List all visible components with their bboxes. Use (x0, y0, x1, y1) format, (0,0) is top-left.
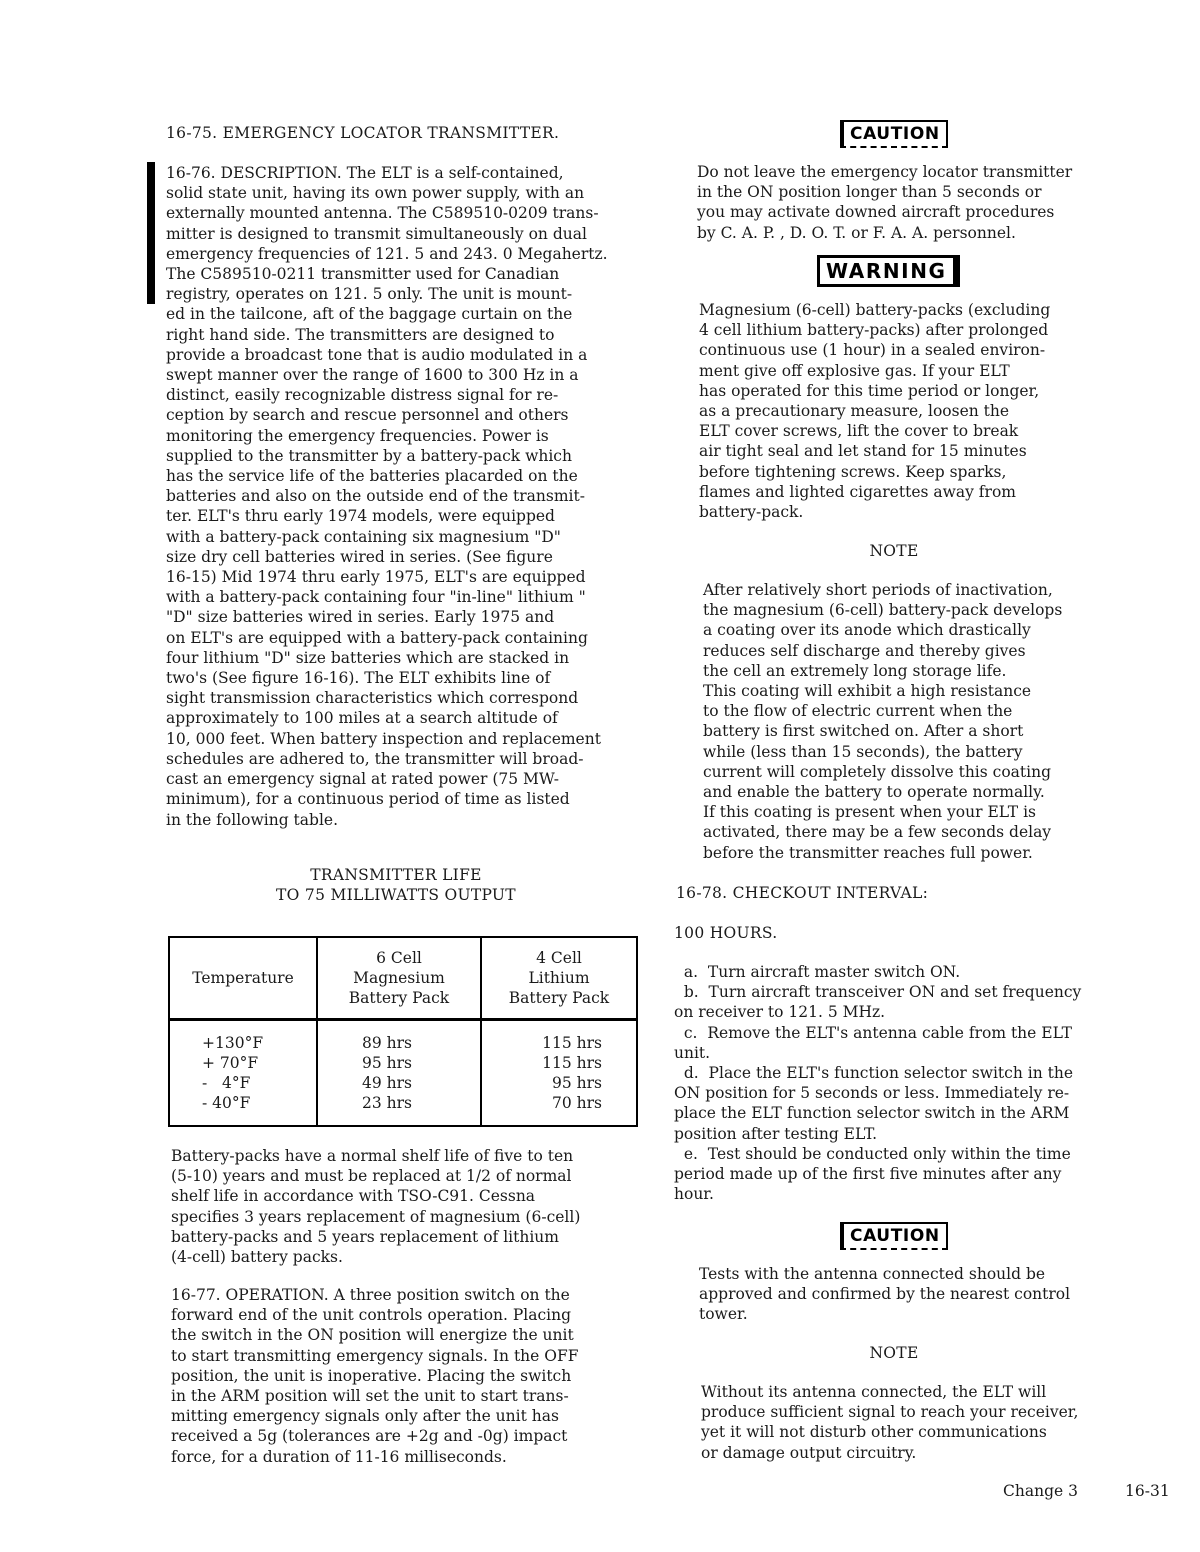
col-lithium-values (481, 1020, 637, 1127)
note-2-text (701, 1382, 1151, 1463)
magnesium-cell: 49 hrs (362, 1074, 412, 1092)
operation-line: 16-77. OPERATION. A three position switch on the (171, 1286, 570, 1304)
description-line: four lithium "D" size batteries which are stacked in (166, 648, 570, 667)
shelf-life-line: shelf life in accordance with TSO-C91. Cessna (171, 1187, 536, 1206)
checkout-step-line: e. Test should be conducted only within the time (674, 1144, 1071, 1163)
caution-2-text (699, 1264, 1149, 1325)
col-magnesium-values (317, 1020, 481, 1127)
warning-sign: WARNING (817, 255, 960, 287)
description-line: sight transmission characteristics which correspond (166, 689, 579, 708)
shelf-life-line: specifies 3 years replacement of magnesium (6-cell) (171, 1207, 581, 1226)
description-line: with a battery-pack containing four "in-line" lithium " (166, 588, 586, 607)
description-line: monitoring the emergency frequencies. Power is (166, 426, 549, 445)
description-line: with a battery-pack containing six magnesium "D" (166, 527, 561, 546)
description-line: The C589510-0211 transmitter used for Canadian (166, 265, 560, 284)
table-title-line-1: TRANSMITTER LIFE (310, 866, 482, 884)
operation-line: received a 5g (tolerances are +2g and -0g) impact (171, 1427, 568, 1446)
description-line: 10, 000 feet. When battery inspection and replacement (166, 729, 601, 748)
caution-2-line: Tests with the antenna connected should be (699, 1265, 1046, 1283)
description-line: mitter is designed to transmit simultaneously on dual (166, 224, 587, 243)
col-header-magnesium (317, 937, 481, 1020)
checkout-step-line: b. Turn aircraft transceiver ON and set frequency (674, 983, 1082, 1002)
caution-1-line: by C. A. P. , D. O. T. or F. A. A. personnel. (697, 223, 1016, 242)
note-2-line: yet it will not disturb other communications (701, 1423, 1047, 1442)
caution-sign-1: CAUTION (840, 120, 948, 148)
description-line: swept manner over the range of 1600 to 300 Hz in a (166, 366, 579, 385)
col-header-line: Lithium (528, 968, 590, 987)
description-line: solid state unit, having its own power supply, with an (166, 184, 585, 203)
warning-line: continuous use (1 hour) in a sealed environ- (699, 341, 1046, 360)
caution-2-line: approved and confirmed by the nearest control (699, 1285, 1071, 1304)
description-line: minimum), for a continuous period of time as listed (166, 790, 570, 809)
checkout-step-line: place the ELT function selector switch in the ARM (674, 1104, 1070, 1123)
description-line: "D" size batteries wired in series. Early 1975 and (166, 608, 555, 627)
description-line: registry, operates on 121. 5 only. The unit is mount- (166, 285, 573, 304)
description-line: 16-76. DESCRIPTION. The ELT is a self-contained, (166, 164, 564, 182)
description-paragraph (166, 163, 666, 830)
lithium-cell: 115 hrs (542, 1053, 602, 1072)
note-2-line: produce sufficient signal to reach your receiver, (701, 1403, 1079, 1422)
warning-line: before tightening screws. Keep sparks, (699, 462, 1007, 481)
caution-1-line: Do not leave the emergency locator transmitter (697, 163, 1073, 181)
col-header-lithium (481, 937, 637, 1020)
col-temperature-values (169, 1020, 317, 1127)
page-number: 16-31 (1125, 1482, 1170, 1500)
change-number: Change 3 (1003, 1482, 1078, 1500)
operation-line: force, for a duration of 11-16 milliseconds. (171, 1447, 507, 1466)
warning-line: air tight seal and let stand for 15 minutes (699, 442, 1027, 461)
description-line: provide a broadcast tone that is audio modulated in a (166, 345, 588, 364)
note-1-line: activated, there may be a few seconds delay (703, 823, 1052, 842)
description-line: has the service life of the batteries placarded on the (166, 467, 578, 486)
description-line: two's (See figure 16-16). The ELT exhibits line of (166, 669, 551, 688)
checkout-steps (674, 962, 1144, 1204)
col-header-line: 4 Cell (536, 948, 582, 967)
operation-paragraph (171, 1285, 661, 1467)
description-line: ed in the tailcone, aft of the baggage curtain on the (166, 305, 573, 324)
shelf-life-line: Battery-packs have a normal shelf life of five to ten (171, 1147, 574, 1165)
note-1-text (703, 580, 1153, 863)
section-heading-16-78: 16-78. CHECKOUT INTERVAL: (676, 884, 929, 902)
description-line: size dry cell batteries wired in series. (See figure (166, 547, 553, 566)
caution-1-text (697, 162, 1147, 243)
warning-line: as a precautionary measure, loosen the (699, 402, 1010, 421)
note-1-line: a coating over its anode which drastically (703, 621, 1031, 640)
caution-1-line: you may activate downed aircraft procedures (697, 203, 1055, 222)
note-1-line: After relatively short periods of inactivation, (703, 581, 1053, 599)
checkout-step-line: unit. (674, 1043, 711, 1062)
warning-line: flames and lighted cigarettes away from (699, 482, 1016, 501)
checkout-step-line: hour. (674, 1185, 714, 1204)
temperature-cell: +130°F (202, 1033, 264, 1052)
checkout-step-line: position after testing ELT. (674, 1124, 878, 1143)
warning-line: has operated for this time period or longer, (699, 381, 1040, 400)
description-line: ception by search and rescue personnel and others (166, 406, 569, 425)
description-line: 16-15) Mid 1974 thru early 1975, ELT's are equipped (166, 568, 586, 587)
checkout-step-line: a. Turn aircraft master switch ON. (674, 963, 961, 981)
note-1-line: reduces self discharge and thereby gives (703, 641, 1026, 660)
shelf-life-line: (5-10) years and must be replaced at 1/2 of normal (171, 1167, 572, 1186)
table-title-line-2: TO 75 MILLIWATTS OUTPUT (276, 886, 516, 904)
operation-line: in the ARM position will set the unit to start trans- (171, 1387, 569, 1406)
warning-line: Magnesium (6-cell) battery-packs (excluding (699, 301, 1051, 319)
warning-text (699, 300, 1149, 522)
description-line: distinct, easily recognizable distress signal for re- (166, 386, 559, 405)
note-1-line: while (less than 15 seconds), the battery (703, 742, 1023, 761)
temperature-cell: - 40°F (202, 1094, 251, 1113)
note-1-line: and enable the battery to operate normally. (703, 783, 1045, 802)
note-1-line: to the flow of electric current when the (703, 702, 1013, 721)
note-2-line: or damage output circuitry. (701, 1443, 917, 1462)
note-label-1: NOTE (869, 542, 919, 560)
description-line: on ELT's are equipped with a battery-pack containing (166, 628, 588, 647)
description-line: externally mounted antenna. The C589510-0209 trans- (166, 204, 599, 223)
description-line: schedules are adhered to, the transmitter will broad- (166, 749, 584, 768)
operation-line: position, the unit is inoperative. Placing the switch (171, 1366, 572, 1385)
checkout-step-line: c. Remove the ELT's antenna cable from the ELT (674, 1023, 1072, 1042)
col-header-line: Magnesium (353, 968, 445, 987)
note-1-line: the magnesium (6-cell) battery-pack develops (703, 601, 1063, 620)
note-1-line: the cell an extremely long storage life. (703, 661, 1007, 680)
operation-line: mitting emergency signals only after the unit has (171, 1407, 559, 1426)
note-1-line: If this coating is present when your ELT is (703, 803, 1036, 822)
shelf-life-line: (4-cell) battery packs. (171, 1248, 343, 1267)
lithium-cell: 115 hrs (542, 1033, 602, 1052)
col-header-line: 6 Cell (376, 948, 422, 967)
caution-sign-2: CAUTION (840, 1222, 948, 1250)
description-line: ter. ELT's thru early 1974 models, were equipped (166, 507, 555, 526)
description-line: supplied to the transmitter by a battery-pack which (166, 446, 572, 465)
operation-line: the switch in the ON position will energize the unit (171, 1326, 574, 1345)
magnesium-cell: 89 hrs (362, 1033, 412, 1052)
caution-1-line: in the ON position longer than 5 seconds or (697, 183, 1042, 202)
note-label-2: NOTE (869, 1344, 919, 1362)
col-header-line: Battery Pack (348, 989, 450, 1008)
col-header-line: Battery Pack (508, 989, 610, 1008)
checkout-step-line: period made up of the first five minutes after any (674, 1165, 1062, 1184)
magnesium-cell: 95 hrs (362, 1053, 412, 1072)
checkout-step-line: d. Place the ELT's function selector switch in the (674, 1064, 1073, 1083)
temperature-cell: - 4°F (202, 1074, 251, 1092)
note-1-line: battery is first switched on. After a short (703, 722, 1024, 741)
warning-line: battery-pack. (699, 503, 804, 522)
operation-line: to start transmitting emergency signals. In the OFF (171, 1346, 579, 1365)
description-line: in the following table. (166, 810, 338, 829)
checkout-hours: 100 HOURS. (674, 924, 778, 942)
transmitter-life-table (168, 936, 638, 1127)
col-header-temperature: Temperature (169, 937, 317, 1020)
note-2-line: Without its antenna connected, the ELT will (701, 1383, 1047, 1401)
checkout-step-line: ON position for 5 seconds or less. Immediately re- (674, 1084, 1070, 1103)
magnesium-cell: 23 hrs (362, 1094, 412, 1113)
revision-change-bar (147, 162, 155, 304)
lithium-cell: 70 hrs (552, 1094, 602, 1113)
note-1-line: This coating will exhibit a high resistance (703, 682, 1032, 701)
warning-line: 4 cell lithium battery-packs) after prolonged (699, 321, 1049, 340)
warning-line: ELT cover screws, lift the cover to break (699, 422, 1019, 441)
caution-2-line: tower. (699, 1305, 748, 1324)
note-1-line: current will completely dissolve this coating (703, 762, 1051, 781)
temperature-cell: + 70°F (202, 1053, 259, 1072)
warning-line: ment give off explosive gas. If your ELT (699, 361, 1010, 380)
shelf-life-line: battery-packs and 5 years replacement of lithium (171, 1227, 559, 1246)
description-line: batteries and also on the outside end of the transmit- (166, 487, 585, 506)
description-line: cast an emergency signal at rated power (75 MW- (166, 770, 559, 789)
checkout-step-line: on receiver to 121. 5 MHz. (674, 1003, 886, 1022)
description-line: emergency frequencies of 121. 5 and 243. 0 Megahertz. (166, 244, 608, 263)
operation-line: forward end of the unit controls operation. Placing (171, 1306, 572, 1325)
section-heading-16-75: 16-75. EMERGENCY LOCATOR TRANSMITTER. (166, 124, 560, 142)
description-line: right hand side. The transmitters are designed to (166, 325, 555, 344)
description-line: approximately to 100 miles at a search altitude of (166, 709, 558, 728)
lithium-cell: 95 hrs (552, 1074, 602, 1092)
shelf-life-paragraph (171, 1146, 661, 1267)
note-1-line: before the transmitter reaches full power. (703, 843, 1033, 862)
